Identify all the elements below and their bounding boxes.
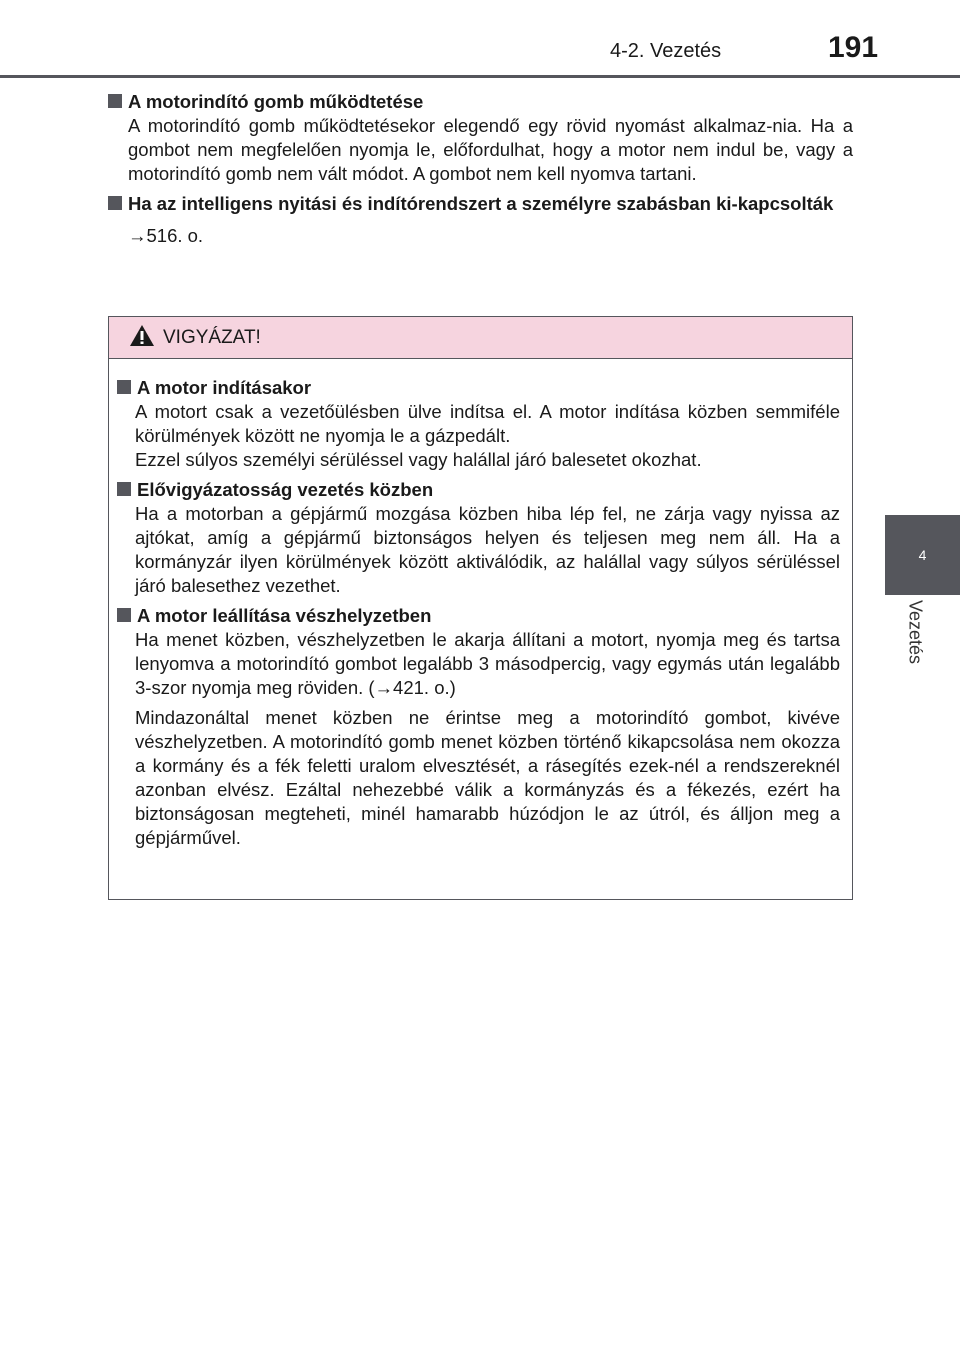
page-reference: →516. o. <box>128 225 204 246</box>
caution-box <box>108 316 853 900</box>
header-divider <box>0 75 960 78</box>
square-bullet-icon <box>117 380 131 394</box>
main-content <box>108 90 853 248</box>
square-bullet-icon <box>108 196 122 210</box>
section-heading: Ha az intelligens nyitási és indítórendszert a személyre szabásban ki-kapcsolták <box>108 192 853 216</box>
section-paragraph: A motorindító gomb működtetésekor elegendő egy rövid nyomást alkalmaz-nia. Ha a gombot nem megfelelően nyomja le, előfordulhat, hogy a motor nem indul be, vagy a motorindító gomb nem vált módot. A gombot nem kell nyomva tartani. <box>128 115 853 184</box>
square-bullet-icon <box>117 608 131 622</box>
section-header: 4-2. Vezetés <box>610 40 722 62</box>
caution-paragraph: A motort csak a vezetőülésben ülve indítsa el. A motor indítása közben semmiféle körülmények között ne nyomja le a gázpedált. <box>135 401 840 446</box>
section-heading: A motorindító gomb működtetése <box>108 90 853 114</box>
square-bullet-icon <box>108 94 122 108</box>
page-number: 191 <box>828 31 879 64</box>
caution-title: VIGYÁZAT! <box>163 326 261 348</box>
square-bullet-icon <box>117 482 131 496</box>
caution-body <box>109 359 852 850</box>
chapter-tab-label: Vezetés <box>905 600 926 665</box>
caution-header <box>109 317 852 359</box>
caution-paragraph: Ha a motorban a gépjármű mozgása közben hiba lép fel, ne zárja vagy nyissa az ajtókat, amíg a gépjármű biztonságos helyen és teljesen meg nem áll. Ha a kormányzár ilyen körülmények között aktiválódik, az halállal vagy súlyos sérüléssel járó balesethez vezethet. <box>135 503 840 596</box>
caution-paragraph: Ha menet közben, vészhelyzetben le akarja állítani a motort, nyomja meg és tartsa lenyomva a motorindító gombot legalább 3 másodpercig, vagy egymás után legalább 3-szor nyomja meg röviden. (→421. o.) <box>135 629 840 698</box>
chapter-tab-number: 4 <box>885 515 960 595</box>
caution-item-heading: Elővigyázatosság vezetés közben <box>117 478 840 502</box>
caution-paragraph: Ezzel súlyos személyi sérüléssel vagy halállal járó balesetet okozhat. <box>135 449 702 470</box>
warning-triangle-icon <box>129 324 155 352</box>
caution-paragraph: Mindazonáltal menet közben ne érintse meg a motorindító gombot, kivéve vészhelyzetben. A motorindító gomb menet közben történő kikapcsolása nem okozza a kormány és a fék feletti uralom elvesztését, a rásegítés ezek-nél a rendszereknél azonban elvész. Ezáltal nehezebbé válik a kormányzás és a fékezés, ezért ha biztonságosan megteheti, minél hamarabb húzódjon le az útról, és álljon meg a gépjárművel. <box>135 707 840 848</box>
caution-item-heading: A motor indításakor <box>117 376 840 400</box>
caution-item-heading: A motor leállítása vészhelyzetben <box>117 604 840 628</box>
